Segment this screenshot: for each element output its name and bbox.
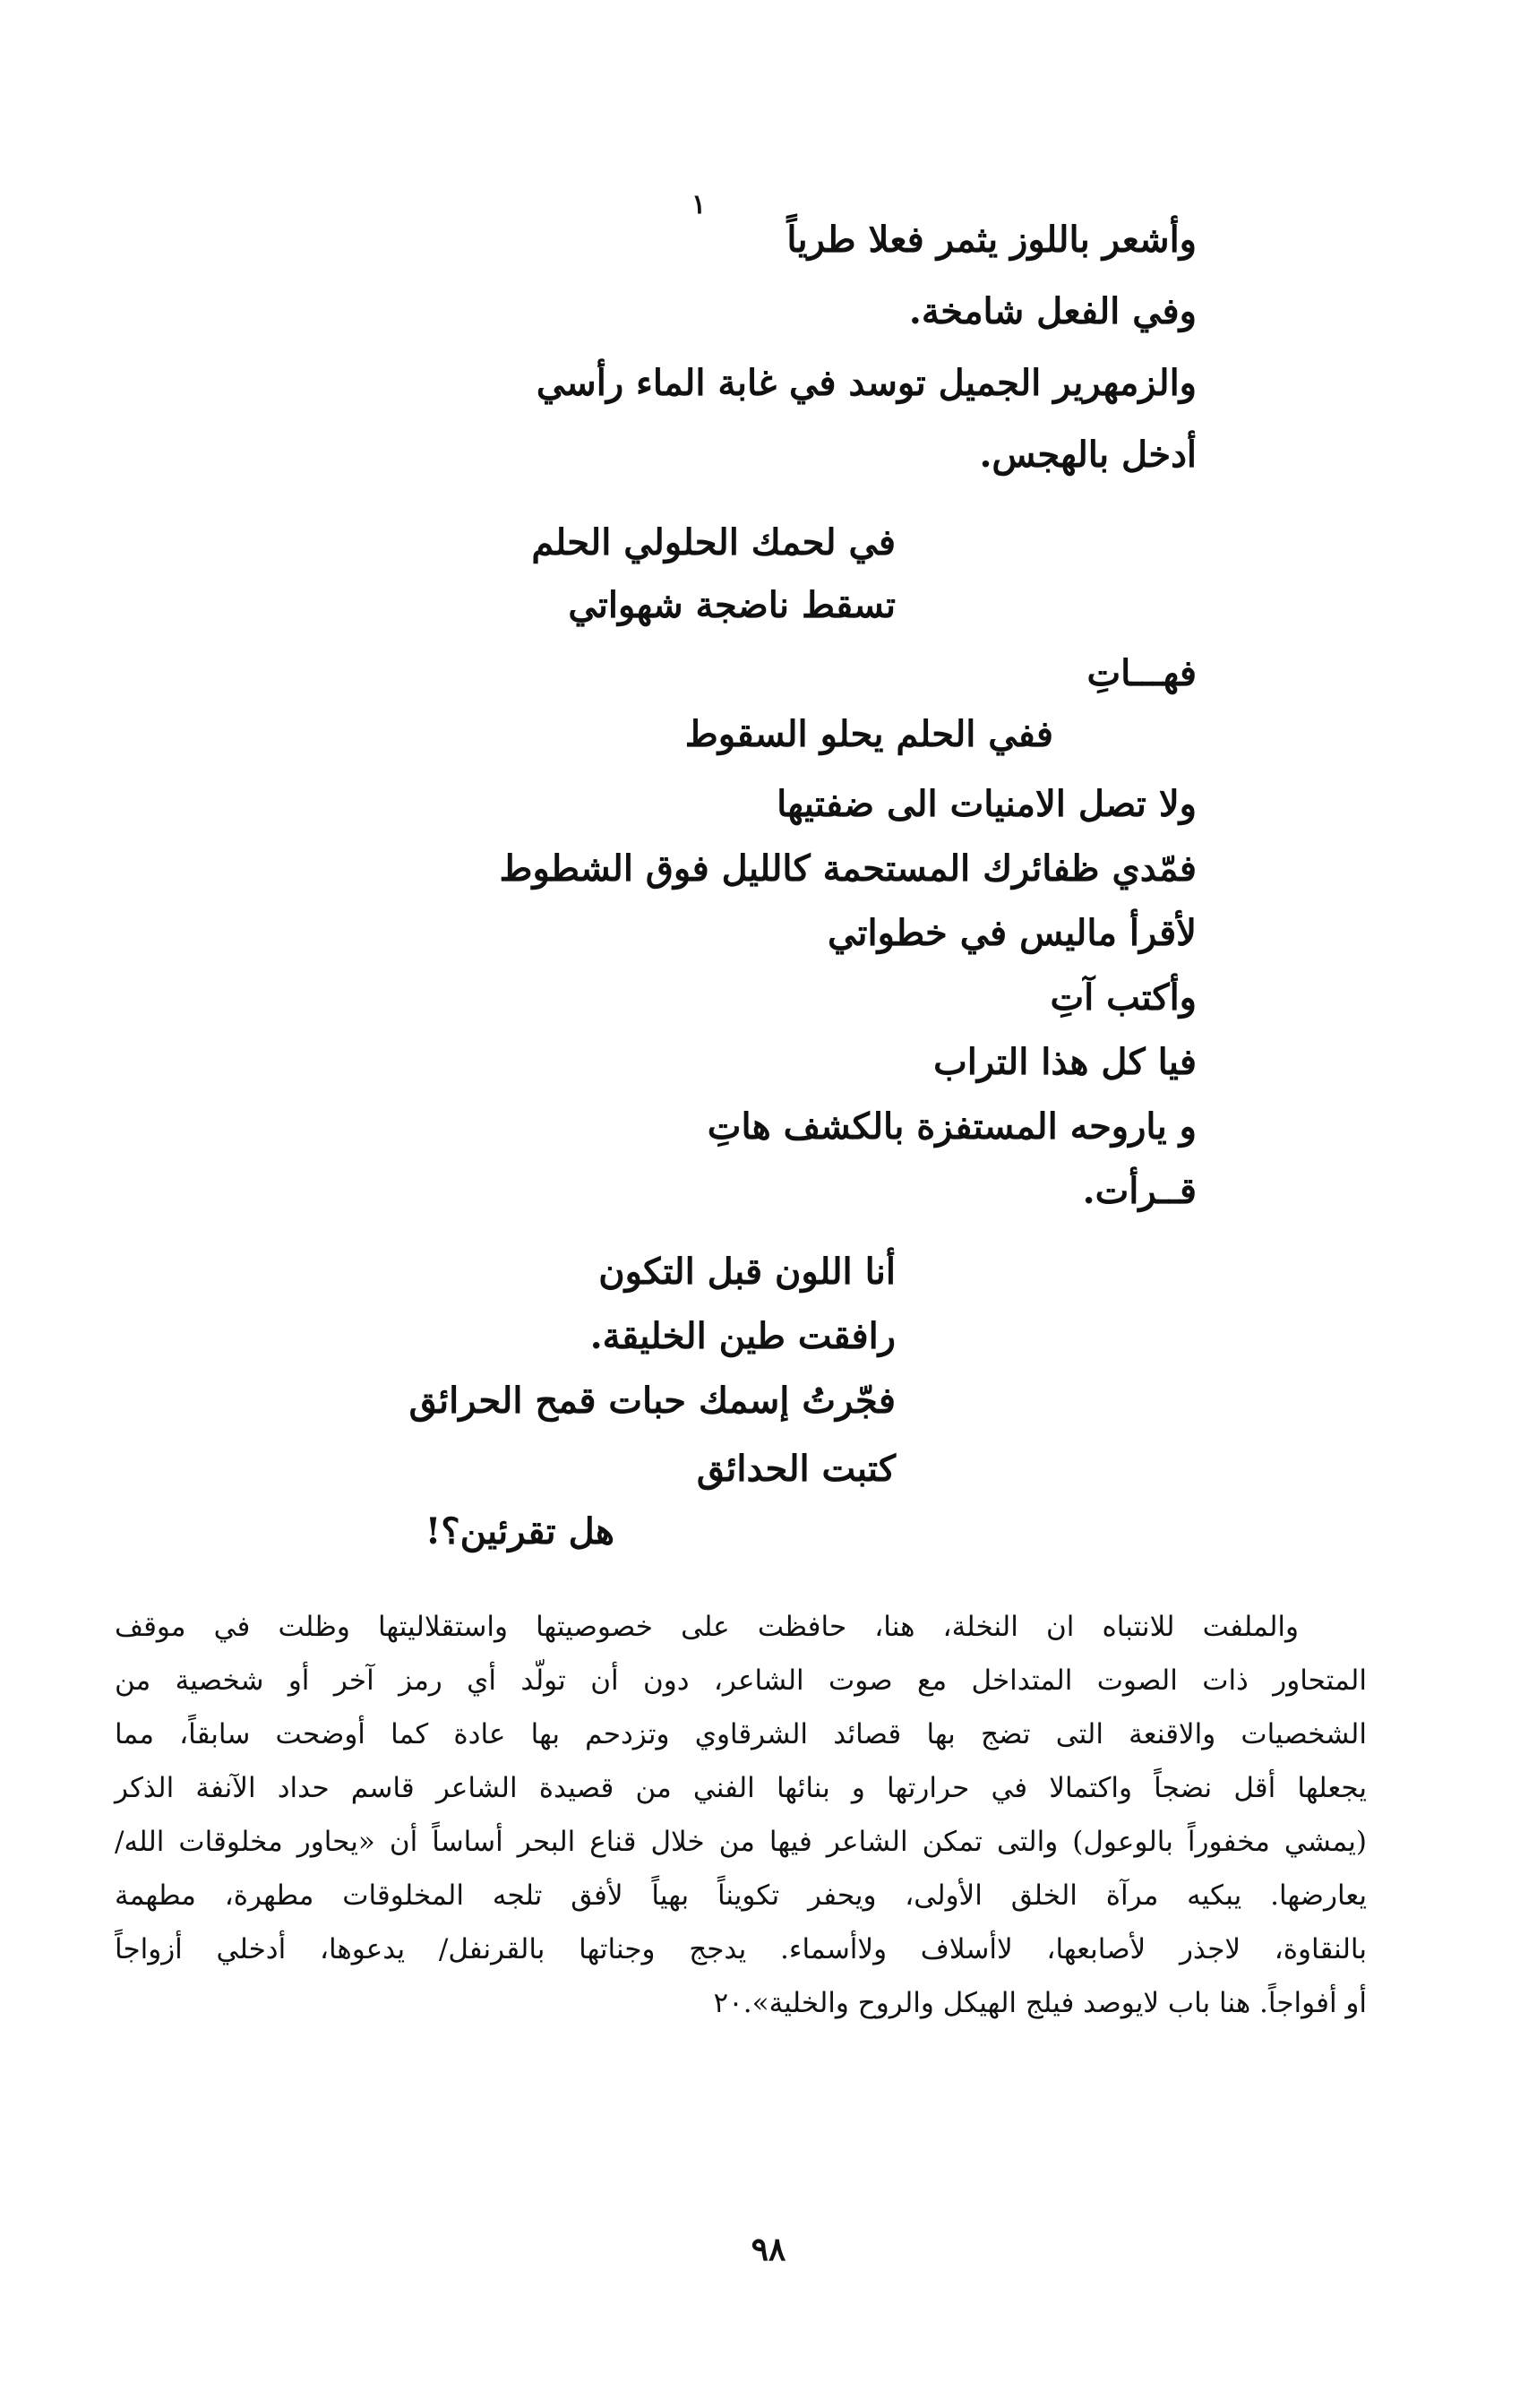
poem-line: أنا اللون قبل التكون (598, 1251, 896, 1293)
prose-line: الشخصيات والاقنعة التى تضج بها قصائد الشرقاوي وتزدحم بها عادة كما أوضحت سابقاً، مما (115, 1718, 1367, 1750)
poem-line: ولا تصل الامنيات الى ضفتيها (777, 783, 1197, 825)
poem-line: و ياروحه المستفزة بالكشف هاتِ (707, 1105, 1197, 1148)
prose-line: أو أفواجاً. هنا باب لايوصد فيلج الهيكل والروح والخلية».٢٠ (713, 1987, 1367, 2019)
prose-paragraph (115, 1600, 1367, 2030)
poem-line: وأشعر باللوز يثمر فعلا طرياً (786, 219, 1197, 261)
prose-line: يجعلها أقل نضجاً واكتمالا في حرارتها و بنائها الفني من قصيدة الشاعر قاسم حداد الآنفة الذكر (115, 1772, 1367, 1804)
poem-line: أدخل بالهجس. (979, 434, 1197, 476)
prose-line: يعارضها. يبكيه مرآة الخلق الأولى، ويحفر تكويناً بهياً لأفق تلجه المخلوقات مطهرة، مطهمة (115, 1879, 1367, 1912)
poem-line: ففي الحلم يحلو السقوط (684, 713, 1053, 755)
footnote-marker: ١ (691, 189, 707, 220)
poem-line: فهـــاتِ (1086, 652, 1197, 694)
poem-closing-line: هل تقرئين؟! (425, 1510, 614, 1552)
prose-line: (يمشي مخفوراً بالوعول) والتى تمكن الشاعر فيها من خلال قناع البحر أساساً أن «يحاور مخلوقات الله/ (115, 1826, 1367, 1858)
page-number: ٩٨ (751, 2231, 786, 2268)
poem-line: وفي الفعل شامخة. (908, 290, 1197, 332)
poem-line: في لحمك الحلولي الحلم (531, 521, 896, 563)
poem-line: فيا كل هذا التراب (933, 1041, 1197, 1083)
prose-line: بالنقاوة، لاجذر لأصابعها، لاأسلاف ولاأسماء. يدجج وجناتها بالقرنفل/ يدعوها، أدخلي أزواجاً (115, 1933, 1367, 1965)
poem-line: رافقت طين الخليقة. (589, 1315, 896, 1357)
prose-line: المتحاور ذات الصوت المتداخل مع صوت الشاعر، دون أن تولّد أي رمز آخر أو شخصية من (115, 1664, 1367, 1697)
poem-line: تسقط ناضجة شهواتي (568, 584, 896, 626)
prose-line: والملفت للانتباه ان النخلة، هنا، حافظت على خصوصيتها واستقلاليتها وظلت في موقف (115, 1611, 1299, 1643)
poem-line: وأكتب آتِ (1050, 976, 1197, 1019)
poem-line: لأقرأ ماليس في خطواتي (827, 912, 1197, 954)
poem-line: فجّرتُ إسمك حبات قمح الحرائق (408, 1380, 896, 1422)
poem-line: والزمهرير الجميل توسد في غابة الماء رأسي (536, 362, 1197, 404)
poem-line: كتبت الحدائق (696, 1448, 896, 1490)
poem-line: فمّدي ظفائرك المستحمة كالليل فوق الشطوط (499, 847, 1197, 890)
poem-line: قــرأت. (1082, 1170, 1197, 1212)
